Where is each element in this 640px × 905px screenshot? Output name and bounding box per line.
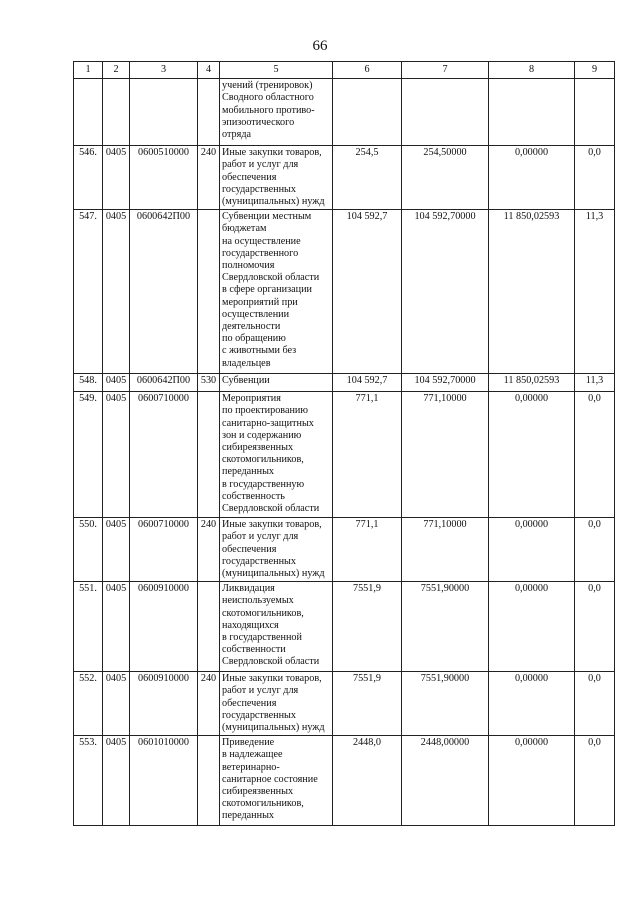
item-name: Ликвидация неиспользуемых скотомогильников, находящихся в государственной собственности Свердловской области [220,582,333,672]
value-col8: 0,00000 [489,146,575,210]
row-number [74,79,103,146]
value-col6 [333,79,402,146]
value-col6: 104 592,7 [333,210,402,374]
expense-type [198,736,220,826]
value-col6: 771,1 [333,392,402,518]
value-col8: 0,00000 [489,518,575,582]
value-col8: 0,00000 [489,582,575,672]
value-col7: 104 592,70000 [402,210,489,374]
value-col9: 0,0 [575,146,615,210]
expense-type: 240 [198,518,220,582]
target-code: 0600710000 [130,518,198,582]
budget-table [73,61,615,826]
col-header: 6 [333,62,402,79]
section-code: 0405 [103,518,130,582]
expense-type [198,79,220,146]
value-col7: 254,50000 [402,146,489,210]
value-col7: 7551,90000 [402,672,489,736]
target-code [130,79,198,146]
value-col9 [575,79,615,146]
row-number: 548. [74,374,103,392]
value-col7: 2448,00000 [402,736,489,826]
value-col9: 0,0 [575,672,615,736]
target-code: 0601010000 [130,736,198,826]
item-name: Иные закупки товаров, работ и услуг для обеспечения государственных (муниципальных) нужд [220,518,333,582]
row-number: 552. [74,672,103,736]
target-code: 0600642П00 [130,374,198,392]
row-number: 549. [74,392,103,518]
table-row [74,146,615,210]
row-number: 546. [74,146,103,210]
section-code: 0405 [103,736,130,826]
section-code: 0405 [103,582,130,672]
col-header: 3 [130,62,198,79]
col-header: 2 [103,62,130,79]
item-name: Иные закупки товаров, работ и услуг для обеспечения государственных (муниципальных) нужд [220,146,333,210]
value-col9: 0,0 [575,582,615,672]
table-row [74,736,615,826]
value-col8: 0,00000 [489,736,575,826]
col-header: 1 [74,62,103,79]
value-col6: 7551,9 [333,582,402,672]
item-name: учений (тренировок) Сводного областного мобильного противо- эпизоотического отряда [220,79,333,146]
value-col7: 771,10000 [402,392,489,518]
col-header: 4 [198,62,220,79]
value-col9: 11,3 [575,210,615,374]
item-name: Иные закупки товаров, работ и услуг для обеспечения государственных (муниципальных) нужд [220,672,333,736]
value-col7: 7551,90000 [402,582,489,672]
expense-type [198,392,220,518]
table-row [74,392,615,518]
table-row [74,374,615,392]
value-col8: 11 850,02593 [489,374,575,392]
item-name: Субвенции местным бюджетам на осуществление государственного полномочия Свердловской области в сфере организации мероприятий при осуществлении деятельности по обращению с животными без владельцев [220,210,333,374]
table-row [74,672,615,736]
value-col8: 11 850,02593 [489,210,575,374]
row-number: 547. [74,210,103,374]
section-code: 0405 [103,210,130,374]
target-code: 0600642П00 [130,210,198,374]
page-number: 66 [312,38,328,54]
col-header: 5 [220,62,333,79]
value-col8: 0,00000 [489,672,575,736]
value-col6: 104 592,7 [333,374,402,392]
table-row [74,582,615,672]
table-row [74,79,615,146]
value-col9: 0,0 [575,392,615,518]
header-row [74,62,615,79]
expense-type [198,210,220,374]
value-col9: 11,3 [575,374,615,392]
row-number: 553. [74,736,103,826]
value-col6: 254,5 [333,146,402,210]
row-number: 551. [74,582,103,672]
table-row [74,210,615,374]
section-code: 0405 [103,672,130,736]
target-code: 0600910000 [130,672,198,736]
item-name: Приведение в надлежащее ветеринарно- санитарное состояние сибиреязвенных скотомогильников, переданных [220,736,333,826]
expense-type: 240 [198,146,220,210]
item-name: Мероприятия по проектированию санитарно-защитных зон и содержанию сибиреязвенных скотомогильников, переданных в государственную собственность Свердловской области [220,392,333,518]
target-code: 0600910000 [130,582,198,672]
value-col9: 0,0 [575,518,615,582]
section-code: 0405 [103,392,130,518]
value-col8: 0,00000 [489,392,575,518]
value-col7: 771,10000 [402,518,489,582]
value-col6: 7551,9 [333,672,402,736]
value-col7: 104 592,70000 [402,374,489,392]
col-header: 8 [489,62,575,79]
table-row [74,518,615,582]
target-code: 0600710000 [130,392,198,518]
col-header: 7 [402,62,489,79]
value-col6: 771,1 [333,518,402,582]
target-code: 0600510000 [130,146,198,210]
value-col6: 2448,0 [333,736,402,826]
section-code: 0405 [103,374,130,392]
value-col7 [402,79,489,146]
col-header: 9 [575,62,615,79]
value-col9: 0,0 [575,736,615,826]
expense-type: 240 [198,672,220,736]
item-name: Субвенции [220,374,333,392]
section-code: 0405 [103,146,130,210]
section-code [103,79,130,146]
expense-type: 530 [198,374,220,392]
value-col8 [489,79,575,146]
row-number: 550. [74,518,103,582]
expense-type [198,582,220,672]
